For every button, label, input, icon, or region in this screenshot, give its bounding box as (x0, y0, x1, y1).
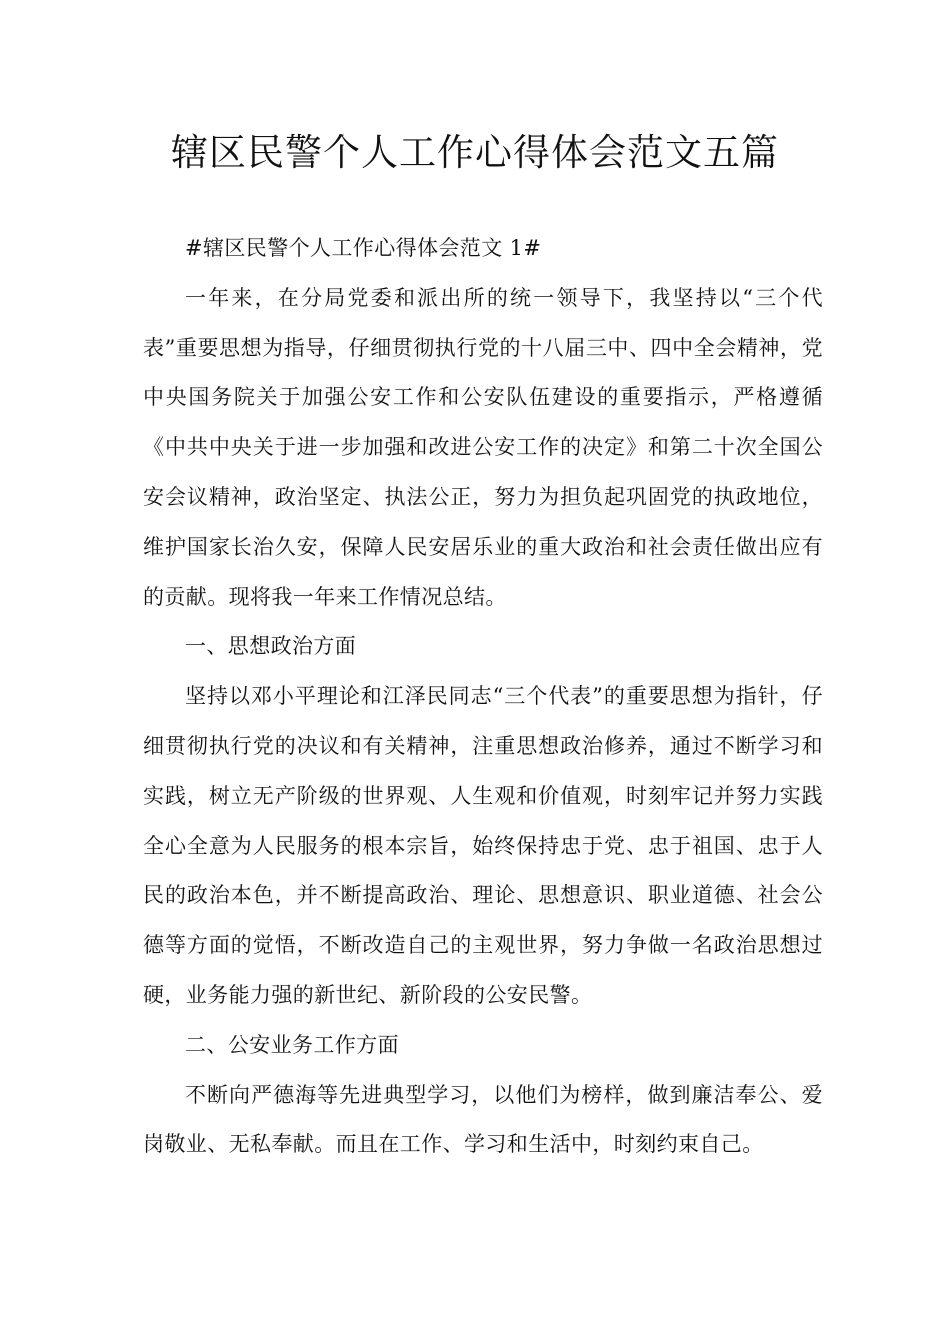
paragraph-police-work: 不断向严德海等先进典型学习，以他们为榜样，做到廉洁奉公、爱岗敬业、无私奉献。而且在工作、学习和生活中，时刻约束自己。 (143, 1082, 823, 1157)
paragraph-intro: 一年来，在分局党委和派出所的统一领导下，我坚持以“三个代表”重要思想为指导，仔细贯彻执行党的十八届三中、四中全会精神，党中央国务院关于加强公安工作和公安队伍建设的重要指示，严格遵循《中共中央关于进一步加强和改进公安工作的决定》和第二十次全国公安会议精神，政治坚定、执法公正，努力为担负起巩固党的执政地位，维护国家长治久安，保障人民安居乐业的重大政治和社会责任做出应有的贡献。现将我一年来工作情况总结。 (143, 285, 823, 609)
paragraph-political: 坚持以邓小平理论和江泽民同志“三个代表”的重要思想为指针，仔细贯彻执行党的决议和有关精神，注重思想政治修养，通过不断学习和实践，树立无产阶级的世界观、人生观和价值观，时刻牢记并努力实践全心全意为人民服务的根本宗旨，始终保持忠于党、忠于祖国、忠于人民的政治本色，并不断提高政治、理论、思想意识、职业道德、社会公德等方面的觉悟，不断改造自己的主观世界，努力争做一名政治思想过硬，业务能力强的新世纪、新阶段的公安民警。 (143, 684, 823, 1007)
document-title: 辖区民警个人工作心得体会范文五篇 (171, 131, 779, 174)
section-heading-essay-1: #辖区民警个人工作心得体会范文 1# (185, 236, 542, 260)
section-heading-political: 一、思想政治方面 (185, 634, 357, 659)
section-heading-police-work: 二、公安业务工作方面 (185, 1032, 399, 1057)
document-body (143, 224, 823, 1170)
